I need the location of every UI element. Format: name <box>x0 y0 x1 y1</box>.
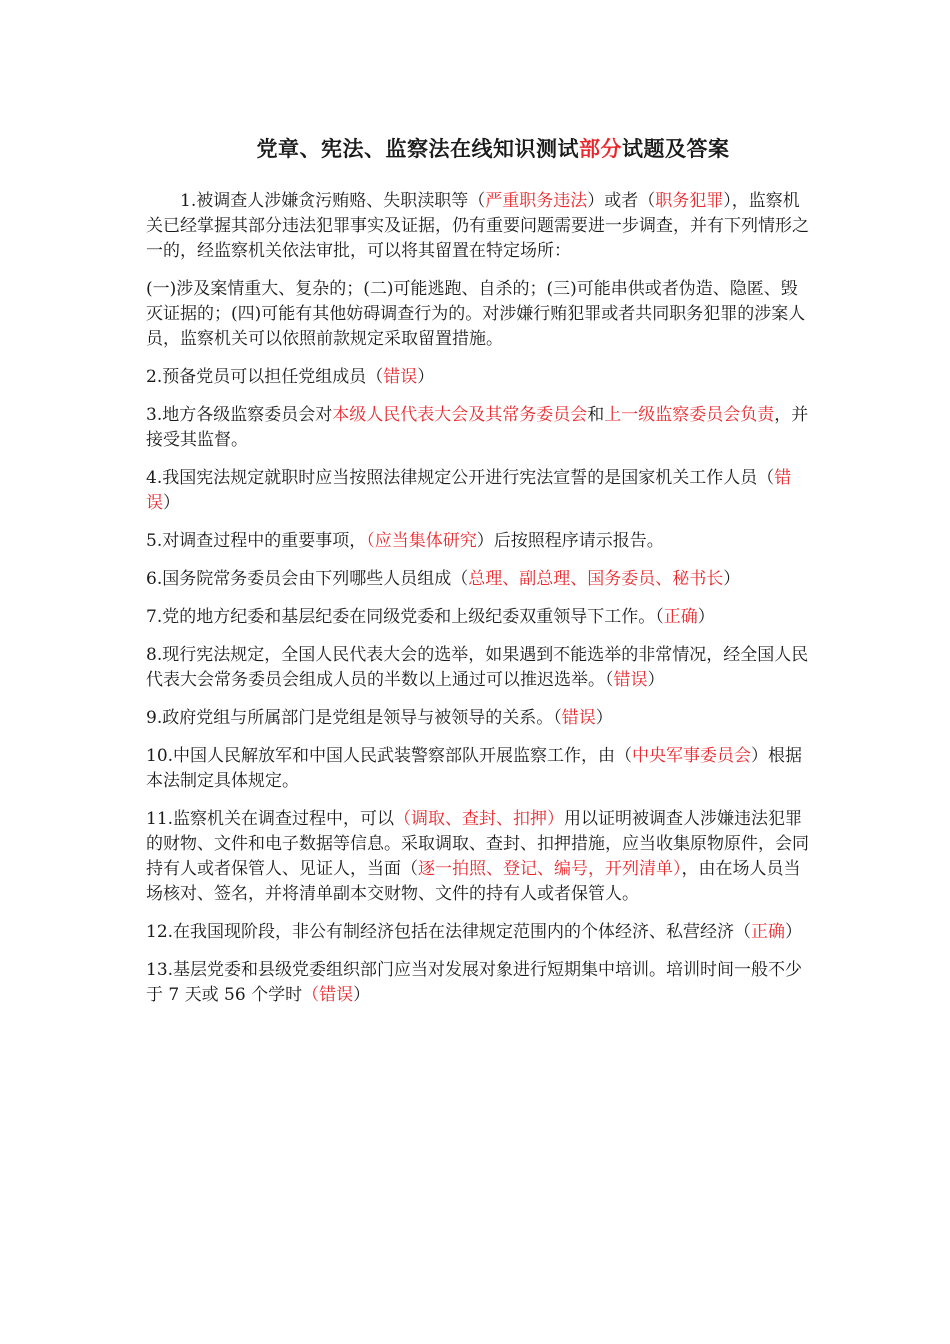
page-title <box>146 136 810 161</box>
question-text: 11.监察机关在调查过程中，可以 <box>146 809 395 829</box>
answer-text: 职务犯罪 <box>655 191 724 211</box>
question-text: ） <box>353 985 371 1005</box>
question-text: ） <box>697 607 715 627</box>
question-text: 1.被调查人涉嫌贪污贿赂、失职渎职等（ <box>180 191 486 211</box>
question-text: 和 <box>587 405 605 425</box>
title-text: 党章、宪法、监察法在线知识测试 <box>256 136 579 161</box>
question-text: ） <box>595 708 613 728</box>
question-text: 12.在我国现阶段，非公有制经济包括在法律规定范围内的个体经济、私营经济（ <box>146 922 752 942</box>
answer-text: （错误 <box>302 985 354 1005</box>
question-paragraph <box>146 920 810 945</box>
question-text: ） <box>163 493 180 513</box>
question-paragraph <box>146 605 810 630</box>
question-paragraph <box>146 807 810 907</box>
question-text: 3.地方各级监察委员会对 <box>146 405 333 425</box>
question-paragraph <box>146 466 810 516</box>
question-list <box>146 189 810 1008</box>
answer-text: 错误 <box>383 367 418 387</box>
question-text: ） <box>647 670 665 690</box>
question-text: 2.预备党员可以担任党组成员（ <box>146 367 384 387</box>
question-paragraph <box>146 403 810 453</box>
question-paragraph <box>146 277 810 352</box>
title-highlight: 部分 <box>579 136 622 161</box>
question-text: 13.基层党委和县级党委组织部门应当对发展对象进行短期集中培训。培训时间一般不少于 7 天或 56 个学时 <box>146 960 803 1005</box>
question-text: 5.对调查过程中的重要事项， <box>146 531 367 551</box>
question-paragraph <box>146 706 810 731</box>
question-text: 7.党的地方纪委和基层纪委在同级党委和上级纪委双重领导下工作。（ <box>146 607 664 627</box>
document-page <box>146 136 810 1021</box>
answer-text: （调取、查封、扣押） <box>394 809 565 829</box>
answer-text: 严重职务违法 <box>485 191 588 211</box>
answer-text: 正确 <box>663 607 698 627</box>
question-text: ，由在场人员当场核对、签名，并将清单副本交财物、文件的持有人或者保管人。 <box>146 859 801 904</box>
question-paragraph <box>146 958 810 1008</box>
question-text: 8.现行宪法规定，全国人民代表大会的选举，如果遇到不能选举的非常情况，经全国人民代表大会常务委员会组成人员的半数以上通过可以推迟选举。（ <box>146 645 809 690</box>
question-text: ），监察机关已经掌握其部分违法犯罪事实及证据，仍有重要问题需要进一步调查，并有下列情形之一的，经监察机关依法审批，可以将其留置在特定场所： <box>146 191 809 261</box>
question-text: ）根据本法制定具体规定。 <box>146 746 803 791</box>
answer-text: 错误 <box>613 670 648 690</box>
answer-text: 总理、副总理、国务委员、秘书长 <box>468 569 724 589</box>
question-paragraph <box>146 744 810 794</box>
question-text: ） <box>417 367 435 387</box>
question-text: 10.中国人民解放军和中国人民武装警察部队开展监察工作，由（ <box>146 746 633 766</box>
answer-text: （应当集体研究 <box>366 531 477 551</box>
question-text: 6.国务院常务委员会由下列哪些人员组成（ <box>146 569 469 589</box>
question-paragraph <box>146 529 810 554</box>
question-paragraph <box>146 189 810 264</box>
question-text: ） <box>723 569 741 589</box>
answer-text: 本级人民代表大会及其常务委员会 <box>332 405 588 425</box>
answer-text: 错误 <box>561 708 596 728</box>
answer-text: 正确 <box>751 922 786 942</box>
title-text-end: 试题及答案 <box>622 136 730 161</box>
question-text: (一)涉及案情重大、复杂的；(二)可能逃跑、自杀的；(三)可能串供或者伪造、隐匿、毁灭证据的；(四)可能有其他妨碍调查行为的。对涉嫌行贿犯罪或者共同职务犯罪的涉案人员，监察机关可以依照前款规定采取留置措施。 <box>146 279 806 349</box>
answer-text: 逐一拍照、登记、编号，开列清单） <box>418 859 682 879</box>
question-paragraph <box>146 567 810 592</box>
question-text: ）或者（ <box>587 191 656 211</box>
question-paragraph <box>146 643 810 693</box>
question-text: ，并接受其监督。 <box>146 405 809 450</box>
question-text: ）后按照程序请示报告。 <box>476 531 664 551</box>
question-text: ） <box>785 922 803 942</box>
answer-text: 中央军事委员会 <box>632 746 752 766</box>
answer-text: 错误 <box>146 468 792 513</box>
question-text: 用以证明被调查人涉嫌违法犯罪的财物、文件和电子数据等信息。采取调取、查封、扣押措施，应当收集原物原件，会同持有人或者保管人、见证人，当面（ <box>146 809 809 879</box>
answer-text: 上一级监察委员会负责 <box>604 405 775 425</box>
question-text: 4.我国宪法规定就职时应当按照法律规定公开进行宪法宣誓的是国家机关工作人员（ <box>146 468 775 488</box>
question-paragraph <box>146 365 810 390</box>
question-text: 9.政府党组与所属部门是党组是领导与被领导的关系。（ <box>146 708 562 728</box>
